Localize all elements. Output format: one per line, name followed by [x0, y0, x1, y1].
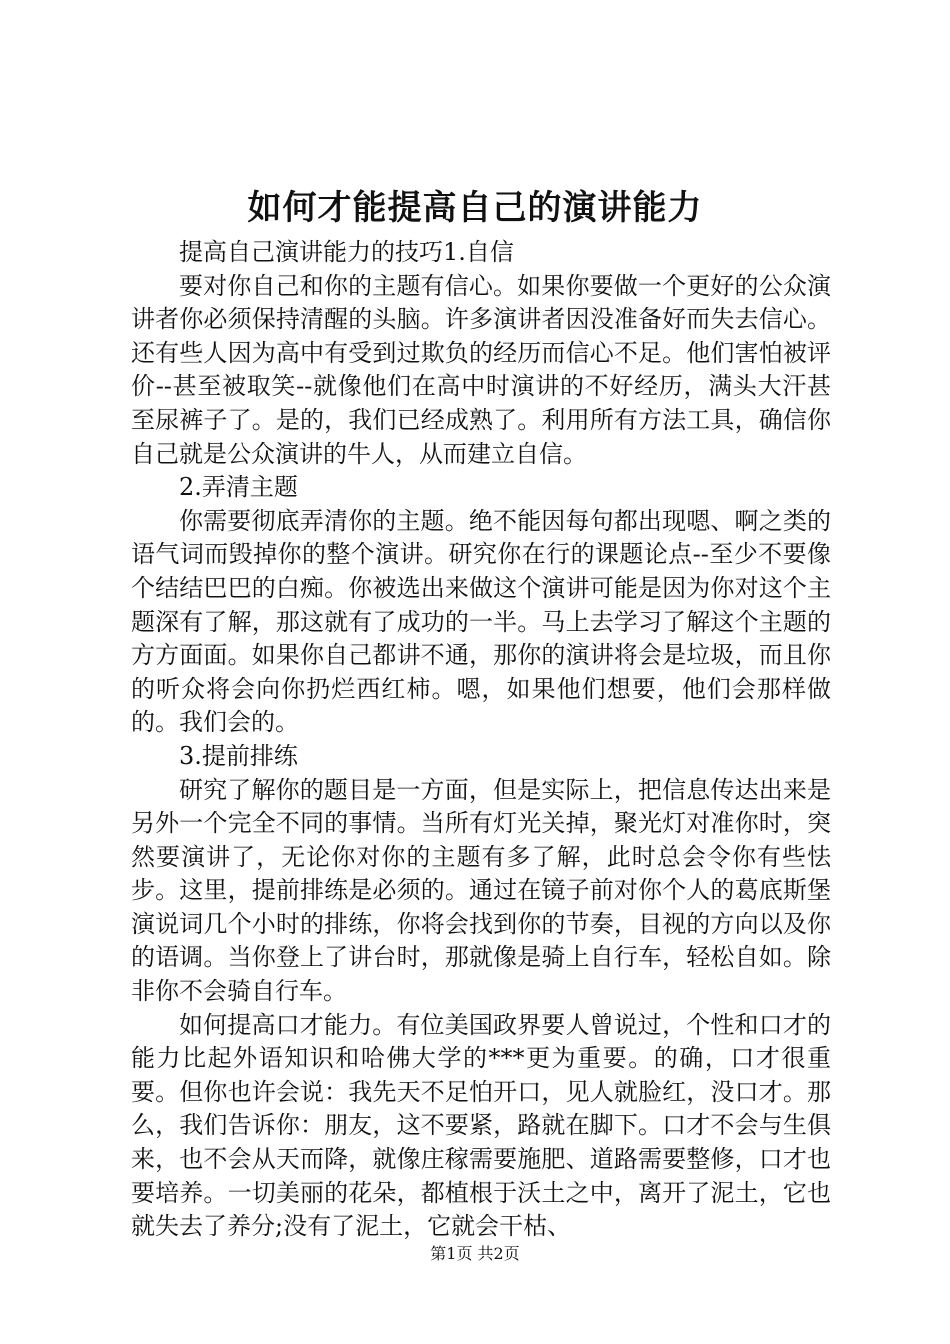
paragraph-eloquence: 如何提高口才能力。有位美国政界要人曾说过，个性和口才的能力比起外语知识和哈佛大学的***更为重要。的确，口才很重要。但你也许会说：我先天不足怕开口，见人就脸红，没口才。那么，我们告诉你：朋友，这不要紧，路就在脚下。口才不会与生俱来，也不会从天而降，就像庄稼需要施肥、道路需要整修，口才也要培养。一切美丽的花朵，都植根于沃土之中，离开了泥土，它也就失去了养分;没有了泥土，它就会干枯、 — [131, 1010, 831, 1241]
section-heading-1: 提高自己演讲能力的技巧1.自信 — [179, 238, 514, 266]
paragraph-confidence: 要对你自己和你的主题有信心。如果你要做一个更好的公众演讲者你必须保持清醒的头脑。许多演讲者因没准备好而失去信心。还有些人因为高中有受到过欺负的经历而信心不足。他们害怕被评价--甚至被取笑--就像他们在高中时演讲的不好经历，满头大汗甚至尿裤子了。是的，我们已经成熟了。利用所有方法工具，确信你自己就是公众演讲的牛人，从而建立自信。 — [131, 271, 831, 468]
page-footer: 第1页 共2页 — [430, 1244, 520, 1263]
document-body — [131, 236, 831, 1244]
paragraph-topic: 你需要彻底弄清你的主题。绝不能因每句都出现嗯、啊之类的语气词而毁掉你的整个演讲。研究你在行的课题论点--至少不要像个结结巴巴的白痴。你被选出来做这个演讲可能是因为你对这个主题深有了解，那这就有了成功的一半。马上去学习了解这个主题的方方面面。如果你自己都讲不通，那你的演讲将会是垃圾，而且你的听众将会向你扔烂西红柿。嗯，如果他们想要，他们会那样做的。我们会的。 — [131, 506, 831, 737]
section-heading-3: 3.提前排练 — [179, 741, 298, 770]
paragraph-rehearsal: 研究了解你的题目是一方面，但是实际上，把信息传达出来是另外一个完全不同的事情。当所有灯光关掉，聚光灯对准你时，突然要演讲了，无论你对你的主题有多了解，此时总会令你有些怯步。这里，提前排练是必须的。通过在镜子前对你个人的葛底斯堡演说词几个小时的排练，你将会找到你的节奏，目视的方向以及你的语调。当你登上了讲台时，那就像是骑上自行车，轻松自如。除非你不会骑自行车。 — [131, 775, 831, 1006]
document-title: 如何才能提高自己的演讲能力 — [247, 188, 703, 228]
section-heading-2: 2.弄清主题 — [179, 473, 298, 502]
